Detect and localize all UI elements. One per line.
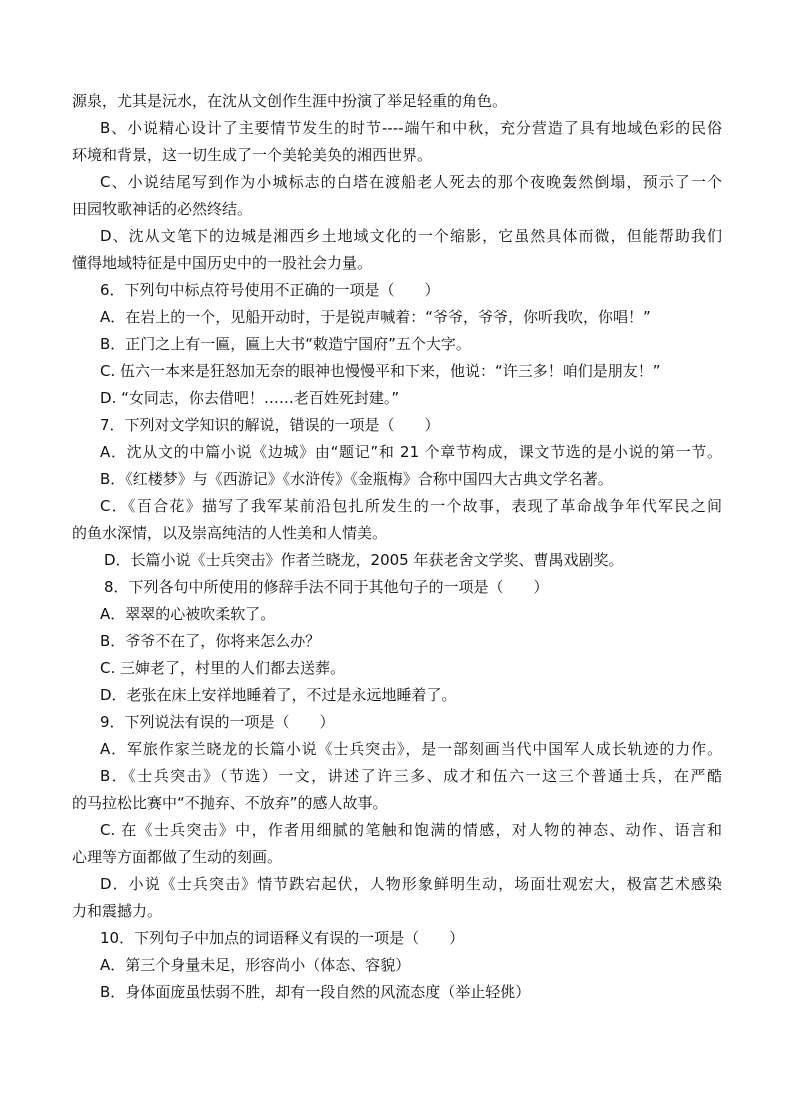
text-line: D．长篇小说《士兵突击》作者兰晓龙，2005 年获老舍文学奖、曹禺戏剧奖。 bbox=[104, 551, 624, 569]
text-line: 心理等方面都做了生动的刻画。 bbox=[72, 848, 283, 866]
text-line: B．身体面庞虽怯弱不胜，却有一段自然的风流态度（举止轻佻） bbox=[100, 983, 531, 1001]
text-line: 7．下列对文学知识的解说，错误的一项是（ ） bbox=[100, 416, 440, 434]
text-line: B．爷爷不在了，你将来怎么办？ bbox=[100, 632, 321, 650]
text-line: A．在岩上的一个，见船开动时，于是锐声喊着：“爷爷，爷爷，你听我吹，你唱！” bbox=[100, 308, 651, 326]
text-line: C. 在《士兵突击》中，作者用细腻的笔触和饱满的情感，对人物的神态、动作、语言和 bbox=[100, 821, 722, 839]
text-line: 的马拉松比赛中“不抛弃、不放弃”的感人故事。 bbox=[72, 794, 388, 812]
text-line: A．军旅作家兰晓龙的长篇小说《士兵突击》，是一部刻画当代中国军人成长轨迹的力作。 bbox=[100, 740, 722, 758]
text-line: D、沈从文笔下的边城是湘西乡土地域文化的一个缩影，它虽然具体而微，但能帮助我们 bbox=[100, 227, 722, 245]
text-line: 6．下列句中标点符号使用不正确的一项是（ ） bbox=[100, 281, 440, 299]
text-line: 的鱼水深情，以及崇高纯洁的人性美和人情美。 bbox=[72, 524, 388, 542]
text-line: C、小说结尾写到作为小城标志的白塔在渡船老人死去的那个夜晚轰然倒塌，预示了一个 bbox=[100, 173, 722, 191]
text-line: B．《士兵突击》（节选）一文，讲述了许三多、成才和伍六一这三个普通士兵，在严酷 bbox=[100, 767, 722, 785]
text-line: A．第三个身量未足，形容尚小（体态、容貌） bbox=[100, 956, 411, 974]
text-line: A．翠翠的心被吹柔软了。 bbox=[100, 605, 276, 623]
text-line: 田园牧歌神话的必然终结。 bbox=[72, 200, 253, 218]
text-line: C．《百合花》描写了我军某前沿包扎所发生的一个故事，表现了革命战争年代军民之间 bbox=[100, 497, 722, 515]
text-line: B、小说精心设计了主要情节发生的时节----端午和中秋，充分营造了具有地域色彩的民俗 bbox=[100, 119, 722, 137]
text-line: D．小说《士兵突击》情节跌宕起伏，人物形象鲜明生动，场面壮观宏大，极富艺术感染 bbox=[100, 875, 722, 893]
text-line: C. 三婶老了，村里的人们都去送葬。 bbox=[100, 659, 346, 677]
text-line: B．《红楼梦》与《西游记》《水浒传》《金瓶梅》合称中国四大古典文学名著。 bbox=[100, 470, 613, 488]
text-line: 懂得地域特征是中国历史中的一股社会力量。 bbox=[72, 254, 373, 272]
text-line: D．老张在床上安祥地睡着了，不过是永远地睡着了。 bbox=[100, 686, 457, 704]
text-line: 8．下列各句中所使用的修辞手法不同于其他句子的一项是（ ） bbox=[104, 578, 549, 596]
text-line: 力和震撼力。 bbox=[72, 902, 163, 920]
text-line: 源泉，尤其是沅水，在沈从文创作生涯中扮演了举足轻重的角色。 bbox=[72, 92, 508, 110]
text-line: D. “女同志，你去借吧！……老百姓死封建。” bbox=[100, 389, 400, 407]
text-line: 环境和背景，这一切生成了一个美轮美奂的湘西世界。 bbox=[72, 146, 433, 164]
text-line: 10．下列句子中加点的词语释义有误的一项是（ ） bbox=[100, 929, 465, 947]
text-line: 9．下列说法有误的一项是（ ） bbox=[100, 713, 335, 731]
text-line: B．正门之上有一匾，匾上大书“敕造宁国府”五个大字。 bbox=[100, 335, 471, 353]
text-line: C. 伍六一本来是狂怒加无奈的眼神也慢慢平和下来，他说：“许三多！咱们是朋友！” bbox=[100, 362, 661, 380]
text-line: A．沈从文的中篇小说《边城》由“题记”和 21 个章节构成，课文节选的是小说的第一节。 bbox=[100, 443, 722, 461]
